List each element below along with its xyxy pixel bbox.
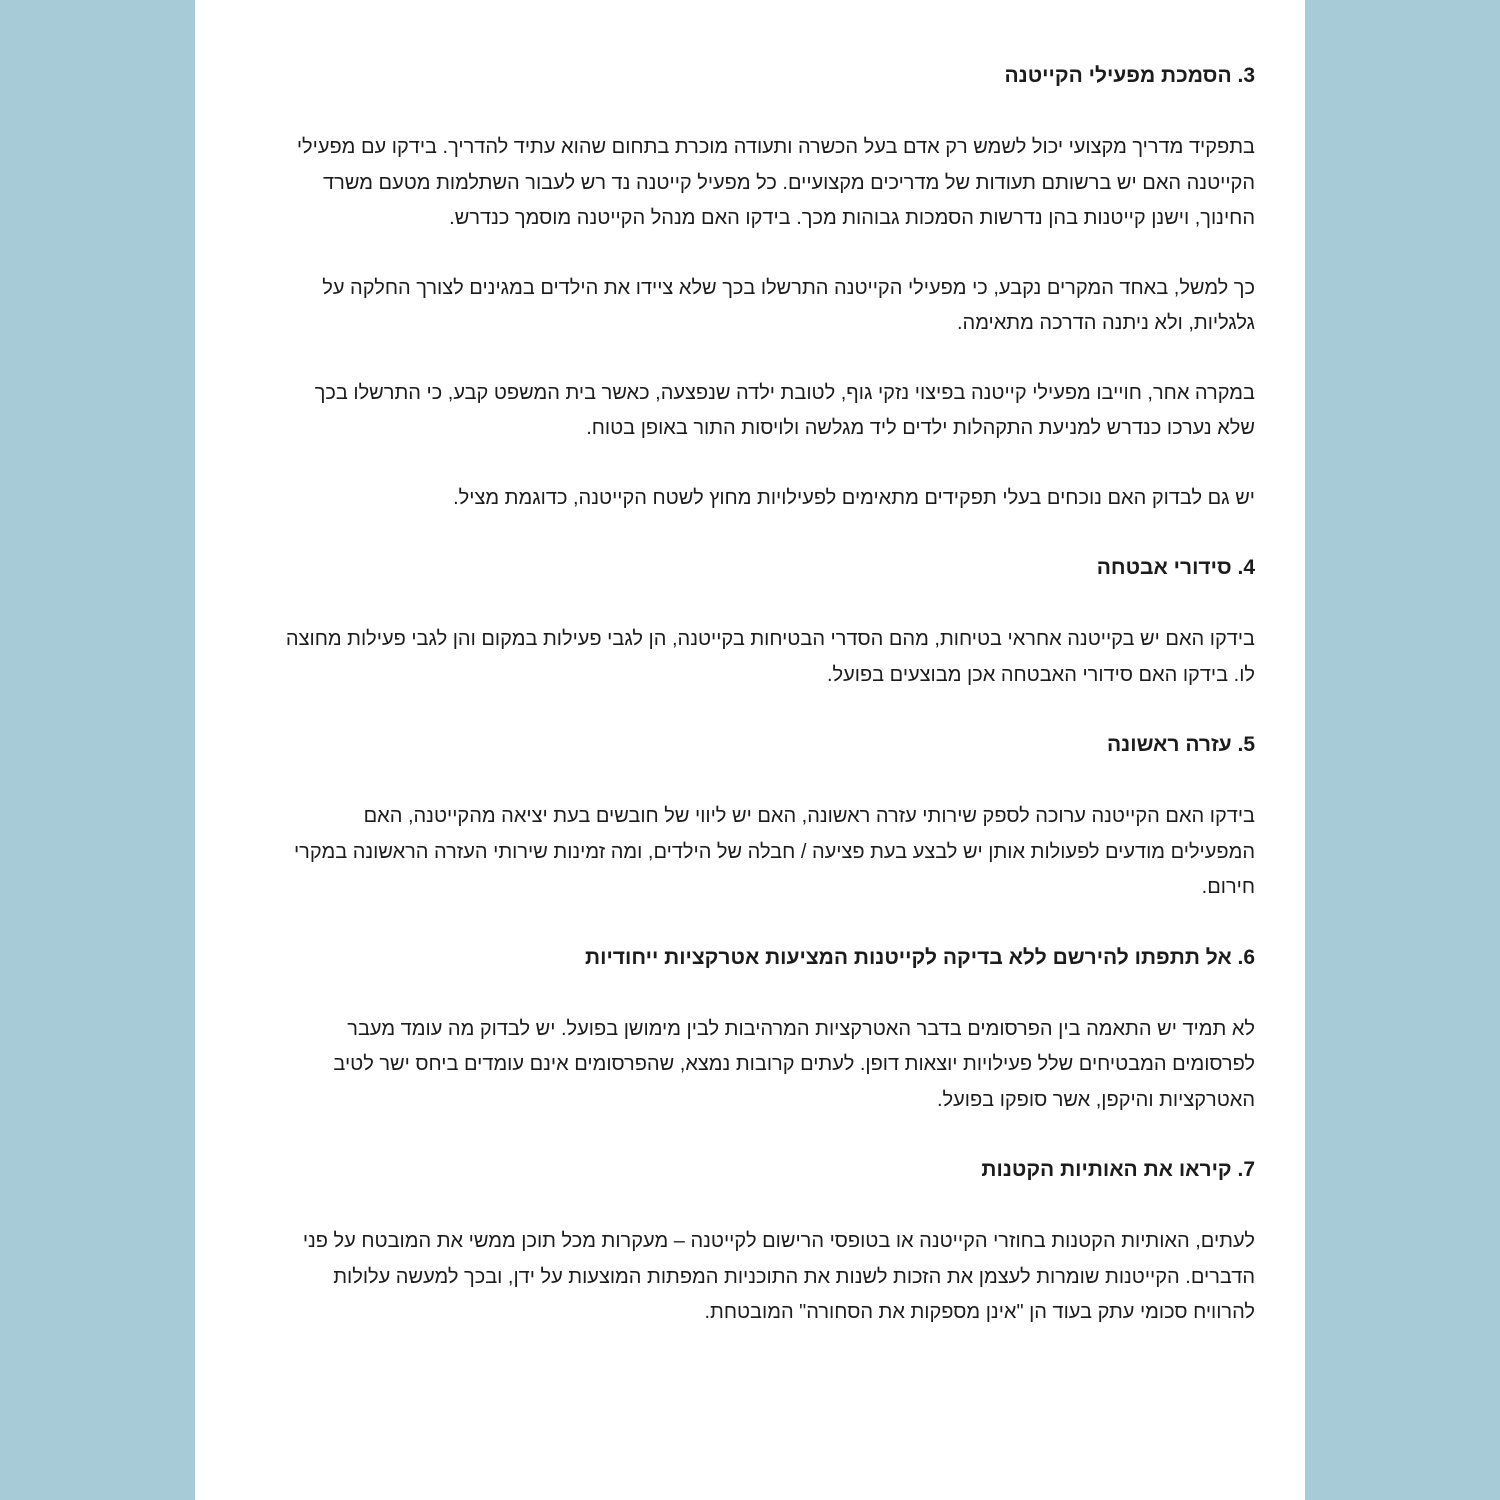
paragraph: בתפקיד מדריך מקצועי יכול לשמש רק אדם בעל הכשרה ותעודה מוכרת בתחום שהוא עתיד להדריך. בידקו עם מפעילי הקייטנה האם יש ברשותם תעודות של מדריכים מקצועיים. כל מפעיל קייטנה נד רש לעבור השתלמות מטעם משרד החינוך, וישנן קייטנות בהן נדרשות הסמכות גבוהות מכך. בידקו האם מנהל הקייטנה מוסמך כנדרש. [296,136,1255,229]
section-heading: 7. קיראו את האותיות הקטנות [981,1158,1255,1181]
paragraph: במקרה אחר, חוייבו מפעילי קייטנה בפיצוי נזקי גוף, לטובת ילדה שנפצעה, כאשר בית המשפט קבע, כי התרשלו בכך שלא נערכו כנדרש למניעת התקהלות ילדים ליד מגלשה ולויסות התור באופן בטוח. [314,381,1255,439]
paragraph: בידקו האם יש בקייטנה אחראי בטיחות, מהם הסדרי הבטיחות בקייטנה, הן לגבי פעילות במקום והן לגבי פעילות מחוצה לו. בידקו האם סידורי האבטחה אכן מבוצעים בפועל. [285,628,1255,686]
paragraph: לא תמיד יש התאמה בין הפרסומים בדבר האטרקציות המרהיבות לבין מימושן בפועל. יש לבדוק מה עומד מעבר לפרסומים המבטיחים שלל פעילויות יוצאות דופן. לעתים קרובות נמצא, שהפרסומים אינם עומדים ביחס ישר לטיב האטרקציות והיקפן, אשר סופקו בפועל. [333,1017,1255,1111]
section-heading: 3. הסמכת מפעילי הקייטנה [1004,64,1255,87]
paragraph: לעתים, האותיות הקטנות בחוזרי הקייטנה או בטופסי הרישום לקייטנה – מעקרות מכל תוכן ממשי את המובטח על פני הדברים. הקייטנות שומרות לעצמן את הזכות לשנות את התוכניות המפתות המוצעות על ידן, ובכך למעשה עלולות להרוויח סכומי עתק בעוד הן "אינן מספקות את הסחורה" המובטחת. [302,1230,1255,1323]
paragraph: כך למשל, באחד המקרים נקבע, כי מפעילי הקייטנה התרשלו בכך שלא ציידו את הילדים במגינים לצורך החלקה על גלגליות, ולא ניתנה הדרכה מתאימה. [322,276,1255,334]
document-page [195,0,1305,1500]
section-heading: 6. אל תתפתו להירשם ללא בדיקה לקייטנות המציעות אטרקציות ייחודיות [585,945,1255,969]
section-heading: 5. עזרה ראשונה [1106,733,1255,756]
section-heading: 4. סידורי אבטחה [1096,556,1255,579]
paragraph: בידקו האם הקייטנה ערוכה לספק שירותי עזרה ראשונה, האם יש ליווי של חובשים בעת יציאה מהקייטנה, האם המפעילים מודעים לפעולות אותן יש לבצע בעת פציעה / חבלה של הילדים, ומה זמינות שירותי העזרה הראשונה במקרי חירום. [293,805,1255,898]
document-body [275,58,1255,1331]
paragraph: יש גם לבדוק האם נוכחים בעלי תפקידים מתאימים לפעילויות מחוץ לשטח הקייטנה, כדוגמת מציל. [453,486,1255,509]
